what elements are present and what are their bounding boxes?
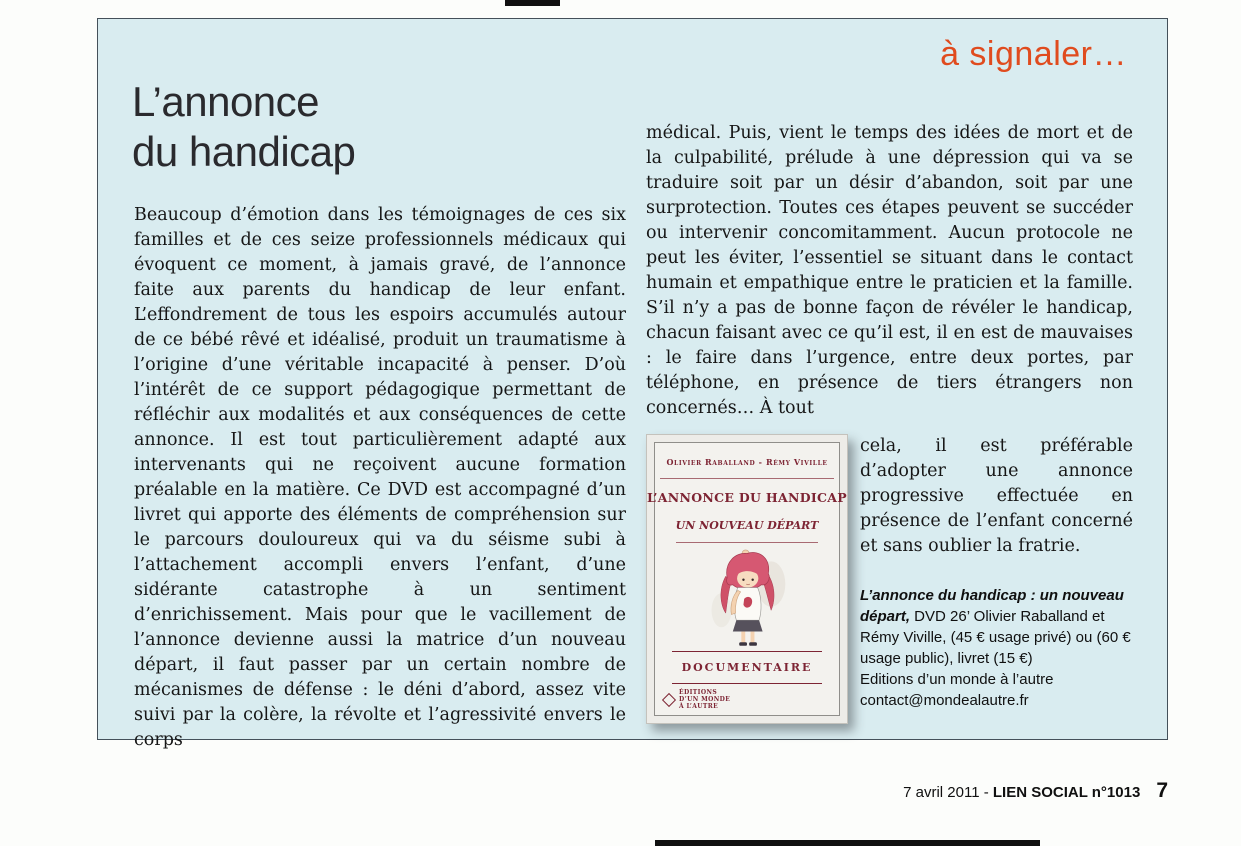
publisher-line1: ÉDITIONS [679, 689, 718, 696]
dvd-cover-inner [647, 442, 847, 716]
article-title-line1: L’annonce [132, 78, 320, 125]
caption-title: L’annonce du handicap : un nouveau départ, [860, 587, 1124, 625]
page-footer [0, 779, 1168, 803]
section-label: à signaler… [940, 35, 1127, 73]
caption-email: contact@mondealautre.fr [860, 692, 1029, 709]
footer-magazine: LIEN SOCIAL n°1013 [992, 784, 1141, 801]
dvd-caption [860, 585, 1133, 711]
article-left-column: Beaucoup d’émotion dans les témoignages de ces six familles et de ces seize professionnels médicaux qui évoquent ce moment, à jamais gravé, de l’annonce faite aux parents du handicap de leur enfant. L’effondrement de tous les espoirs accumulés autour de ce bébé rêvé et idéalisé, produit un traumatisme à l’origine d’une véritable incapacité à penser. D’où l’intérêt de ce support pédagogique permettant de réfléchir aux modalités et aux conséquences de cette annonce. Il est tout particulièrement adapté aux intervenants qui ne reçoivent aucune formation préalable en la matière. Ce DVD est accompagné d’un livret qui apporte des éléments de compréhension sur le parcours douloureux qui va du séisme subi à l’attachement accompli envers l’enfant, d’une sidérante catastrophe à un sentiment d’enrichissement. Mais pour que le vacillement de l’annonce devienne aussi la matrice d’un nouveau départ, il faut passer par un certain nombre de mécanismes de défense : le déni d’abord, assez vite suivi par la colère, la révolte et l’agressivité envers le corps [134, 205, 626, 750]
publisher-line2: D’UN MONDE [679, 696, 731, 703]
publisher-logo-icon [662, 692, 676, 706]
caption-details: DVD 26’ Olivier Raballand et Rémy Viville, (45 € usage privé) ou (60 € usage public), livret (15 €) [860, 608, 1131, 667]
article-title-line2: du handicap [132, 128, 356, 175]
right-column-stack [860, 434, 1133, 724]
article-right-column [646, 121, 1133, 724]
magazine-page [97, 18, 1168, 750]
dvd-authors: Olivier Raballand - Rémy Viville [660, 448, 834, 479]
scan-artifact-bottom [655, 840, 1040, 846]
dvd-girl-illustration [689, 545, 805, 650]
dvd-cover [646, 434, 848, 724]
dvd-publisher-logo [664, 689, 730, 710]
right-column-lower [646, 434, 1133, 724]
right-column-paragraph: médical. Puis, vient le temps des idées de mort et de la culpabilité, prélude à une dépression qui va se traduire soit par un désir d’abandon, soit par une surprotection. Toutes ces étapes peuvent se succéder ou intervenir concomitamment. Aucun protocole ne peut les éviter, l’essentiel se situant dans le contact humain et empathique entre le praticien et la famille. S’il n’y a pas de bonne façon de révéler le handicap, chacun faisant avec ce qu’il est, il en est de mauvaises : le faire dans l’urgence, entre deux portes, par téléphone, en présence de tiers étrangers non concernés… À tout [646, 123, 1133, 418]
footer-page-number: 7 [1156, 779, 1168, 802]
publisher-name [679, 689, 730, 710]
caption-publisher: Editions d’un monde à l’autre [860, 671, 1054, 688]
right-column-wrap-text: cela, il est préférable d’adopter une annonce progressive effectuée en présence de l’enfant concerné et sans oublier la fratrie. [860, 436, 1133, 556]
footer-date: 7 avril 2011 - [903, 784, 993, 801]
article-title [132, 77, 355, 177]
dvd-genre: DOCUMENTAIRE [672, 651, 822, 684]
dvd-subtitle: UN NOUVEAU DÉPART [676, 513, 819, 543]
dvd-title: L’ANNONCE DU HANDICAP [647, 490, 847, 505]
scan-artifact-top [505, 0, 560, 6]
publisher-line3: À L’AUTRE [679, 703, 719, 710]
